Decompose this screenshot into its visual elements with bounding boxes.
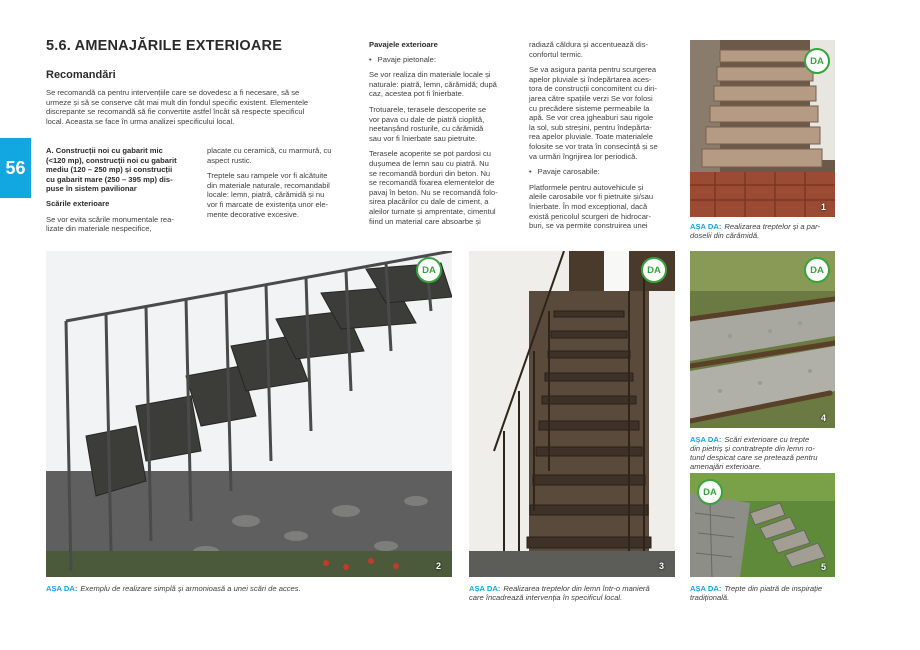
photo-number-5: 5 — [821, 562, 827, 572]
column-stairs-materials — [207, 146, 355, 219]
text-line: sirea placărilor cu dale de ciment, a — [369, 197, 489, 207]
caption-2 — [46, 584, 452, 593]
page-number-tab — [0, 138, 31, 198]
text-line: pavaj în beton. Nu se recomandă folo- — [369, 187, 498, 197]
construction-heading — [46, 146, 194, 194]
caption-label: AȘA DA: — [469, 584, 501, 593]
da-badge-1: DA — [804, 48, 830, 74]
caption-5 — [690, 584, 840, 602]
pavements-subheading: Pavajele exterioare — [369, 40, 438, 49]
caption-3 — [469, 584, 679, 602]
da-badge-5: DA — [697, 479, 723, 505]
caption-label: AȘA DA: — [690, 584, 722, 593]
text-line: placate cu ceramică, cu marmură, cu — [207, 146, 332, 155]
text-line: folosite se vor trata în consecință și se — [529, 141, 658, 151]
text-line: rea apelor pluviale. Toate materialele — [529, 132, 653, 142]
text-line: cu precădere sisteme permeabile la — [529, 103, 650, 113]
pavements-para-1 — [369, 70, 516, 99]
column-construction — [46, 146, 194, 234]
text-line: apă. Se vor crea jgheaburi sau rigole — [529, 113, 654, 123]
caption-text: Scări exterioare cu trepte — [724, 435, 810, 444]
photo-metal-stairs — [46, 251, 452, 577]
photo-number-2: 2 — [436, 561, 442, 571]
text-line: apelor pluviale și îndepărtarea aces- — [529, 74, 652, 84]
photo-number-3: 3 — [659, 561, 665, 571]
caption-text: Realizarea treptelor și a par- — [724, 222, 821, 231]
text-line: aspect rustic. — [207, 155, 252, 165]
text-line: buri, se va permite construirea unei — [529, 221, 648, 231]
text-line: cu gabarit mare (250 – 395 mp) dis- — [46, 174, 173, 184]
text-line: lizate din materiale nespecifice, — [46, 224, 152, 234]
text-line: puse în sistem pavilionar — [46, 184, 137, 194]
column-drainage — [529, 40, 676, 231]
text-line: se recomandă borduri din beton. Nu — [369, 168, 491, 178]
da-badge-3: DA — [641, 257, 667, 283]
text-line: local. Aceasta se face în urma analizei specificului local. — [46, 116, 235, 126]
text-line: Se va asigura panta pentru scurgerea — [529, 65, 657, 75]
text-line: din materiale naturale, recomandabil — [207, 180, 330, 190]
wooden-stairs-illustration — [469, 251, 675, 577]
text-line: A. Construcții noi cu gabarit mic — [46, 146, 163, 155]
da-badge-2: DA — [416, 257, 442, 283]
text-line: (<120 mp), construcții noi cu gabarit — [46, 155, 177, 165]
text-line: neetanșând rosturile, cu cărămidă — [369, 124, 484, 134]
photo-brick-stairs — [690, 40, 835, 217]
caption-label: AȘA DA: — [690, 435, 722, 444]
text-line: se recomandă fixarea elementelor de — [369, 178, 495, 188]
stairs-paragraph — [46, 215, 194, 234]
text-line: caz, acestea pot fi înierbate. — [369, 89, 464, 99]
pavements-para-3 — [369, 149, 516, 226]
caption-text: tradițională. — [690, 593, 730, 602]
caption-1 — [690, 222, 840, 240]
photo-number-1: 1 — [821, 202, 827, 212]
text-line: vor fi marcate de existența unor ele- — [207, 199, 329, 209]
pedestrian-pavements-bullet: • Pavaje pietonale: — [369, 55, 516, 65]
text-line: sau vor fi înierbate sau pietruite. — [369, 133, 478, 143]
text-line: vor pava cu dale de piatră cioplită, — [369, 114, 485, 124]
text-line: există pericolul scurgeri de hidrocar- — [529, 211, 651, 221]
text-line: aleile carosabile vor fi pietruite și/sau — [529, 192, 654, 202]
caption-text: doselii din cărămidă. — [690, 231, 760, 240]
section-title: 5.6. AMENAJĂRILE EXTERIOARE — [46, 38, 283, 54]
text-line: aleilor turnate și amprentate, cimentul — [369, 206, 496, 216]
caption-text: din pietriș și contratrepte din lemn ro- — [690, 444, 815, 453]
caption-label: AȘA DA: — [690, 222, 722, 231]
text-line: Se vor realiza din materiale locale și — [369, 70, 491, 80]
recommendations-intro — [46, 88, 354, 126]
photo-wooden-stairs — [469, 251, 675, 577]
caption-4 — [690, 435, 840, 471]
text-line: confortul termic. — [529, 49, 584, 59]
text-line: Trotuarele, terasele descoperite se — [369, 104, 487, 114]
photo-stone-steps — [690, 473, 835, 577]
text-line: Se vor evita scările monumentale rea- — [46, 214, 174, 224]
text-line: mediu (120 – 250 mp) și construcții — [46, 165, 173, 175]
text-line: tora de construcții concomitent cu diri- — [529, 84, 657, 94]
text-line: fiind un material care absoarbe și — [369, 216, 481, 226]
caption-text: Exemplu de realizare simplă și armonioasă a unei scări de acces. — [80, 584, 301, 593]
drainage-para-3 — [529, 183, 676, 231]
recommendations-heading: Recomandări — [46, 69, 116, 81]
caption-text: care încadrează intervenția în specificul local. — [469, 593, 623, 602]
caption-label: AȘA DA: — [46, 584, 78, 593]
text-line: naturale: piatră, lemn, cărămidă; după — [369, 79, 497, 89]
drainage-para-2 — [529, 65, 676, 161]
text-line: va urmări îngrijirea lor periodică. — [529, 151, 638, 161]
vehicle-pavements-bullet: • Pavaje carosabile: — [529, 167, 676, 177]
metal-stairs-illustration — [46, 251, 452, 577]
caption-text: Trepte din piatră de inspirație — [724, 584, 823, 593]
text-line: locale: lemn, piatră, cărămidă și nu — [207, 190, 325, 200]
page-number: 56 — [5, 157, 26, 178]
text-line: discrepante se recomandă să fie convertite astfel încât să respecte specificul — [46, 107, 305, 117]
pavements-para-2 — [369, 105, 516, 143]
text-line: Terasele acoperite se pot pardosi cu — [369, 149, 491, 159]
caption-text: tund despicat care se pretează pentru — [690, 453, 818, 462]
caption-text: amenajări exterioare. — [690, 462, 762, 471]
text-line: radiază căldura și accentuează dis- — [529, 40, 649, 49]
text-line: înierbate. În mod excepțional, dacă — [529, 201, 648, 211]
caption-text: Realizarea treptelor din lemn într-o manieră — [503, 584, 650, 593]
text-line: jarea către spațiile verzi Se vor folosi — [529, 93, 653, 103]
stairs-subheading: Scările exterioare — [46, 198, 110, 208]
text-line: urmeze și să se conserve cât mai mult din fondul specific existent. Elementele — [46, 97, 309, 107]
text-line: dușumea de lemn sau cu piatră. Nu — [369, 158, 489, 168]
column-pavements — [369, 40, 516, 226]
text-line: Platformele pentru autovehicule și — [529, 182, 644, 192]
text-line: Treptele sau rampele vor fi alcătuite — [207, 171, 328, 181]
photo-gravel-steps — [690, 251, 835, 428]
da-badge-4: DA — [804, 257, 830, 283]
text-line: la sol, sub streșini, pentru îndepărta- — [529, 122, 652, 132]
photo-number-4: 4 — [821, 413, 827, 423]
text-line: Se recomandă ca pentru intervențiile care se dovedesc a fi necesare, să se — [46, 88, 300, 97]
drainage-para-1 — [529, 40, 676, 59]
text-line: mente decorative excesive. — [207, 209, 300, 219]
